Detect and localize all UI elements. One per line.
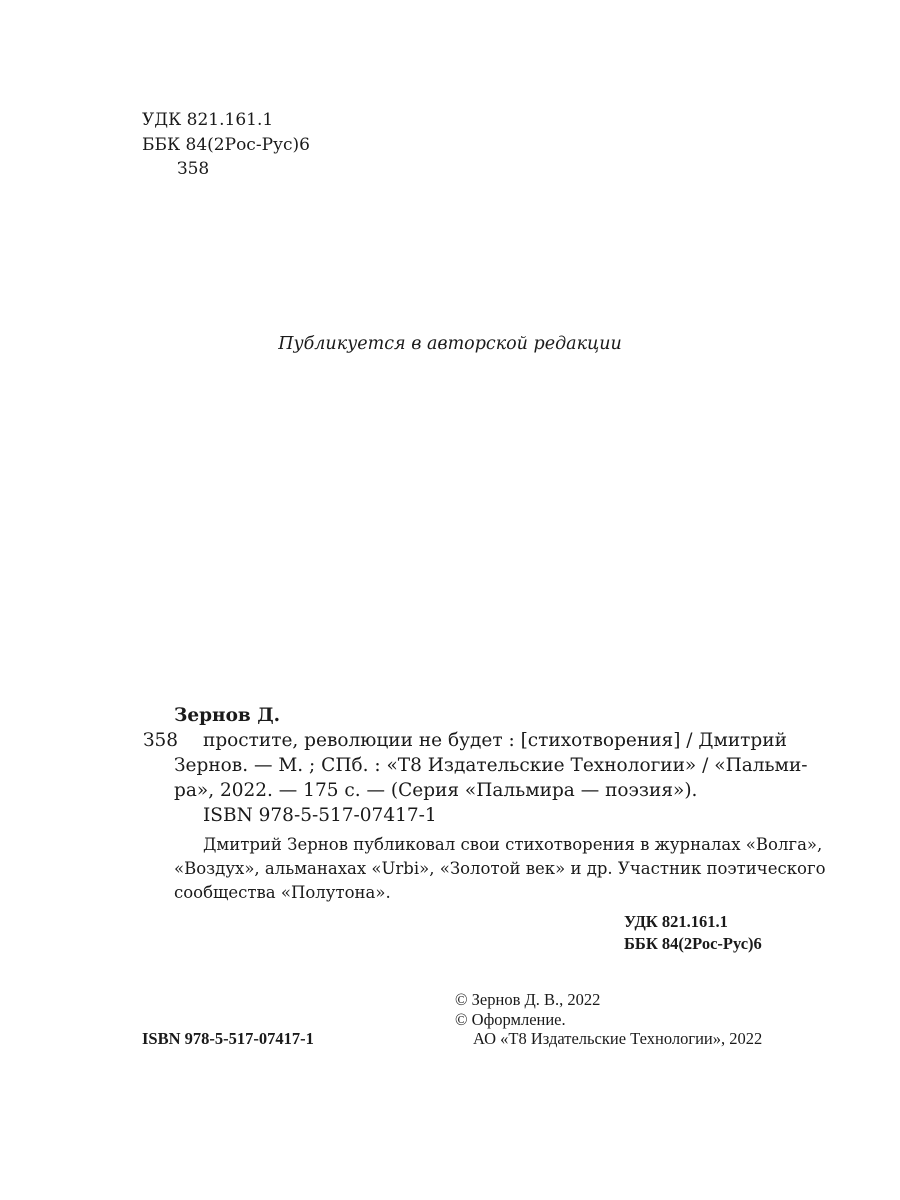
card-isbn: ISBN 978-5-517-07417-1 — [203, 805, 437, 826]
card-annotation-line: сообщества «Полутона». — [174, 883, 391, 902]
bbk-code: ББК 84(2Рос-Рус)6 — [142, 135, 310, 155]
author-mark: З58 — [177, 159, 210, 179]
card-bbk: ББК 84(2Рос-Рус)6 — [624, 934, 762, 953]
card-author-mark: З58 — [143, 730, 179, 751]
card-author: Зернов Д. — [174, 705, 281, 726]
card-description-line: ра», 2022. — 175 с. — (Серия «Пальмира — поэзия»). — [174, 780, 698, 801]
card-udk: УДК 821.161.1 — [624, 912, 728, 931]
udk-code: УДК 821.161.1 — [142, 110, 274, 130]
card-annotation-line: «Воздух», альманахах «Urbi», «Золотой век» и др. Участник поэтического — [174, 859, 826, 878]
copyright-design: © Оформление. — [455, 1010, 566, 1029]
copyright-author: © Зернов Д. В., 2022 — [455, 990, 601, 1009]
card-description-line: Зернов. — М. ; СПб. : «Т8 Издательские Технологии» / «Пальми- — [174, 755, 808, 776]
footer-isbn: ISBN 978-5-517-07417-1 — [142, 1029, 314, 1048]
copyright-publisher: АО «Т8 Издательские Технологии», 2022 — [473, 1029, 763, 1048]
card-annotation-line: Дмитрий Зернов публиковал свои стихотворения в журналах «Волга», — [203, 835, 823, 854]
edition-note: Публикуется в авторской редакции — [278, 334, 622, 354]
card-description-line: простите, революции не будет : [стихотворения] / Дмитрий — [203, 730, 787, 751]
